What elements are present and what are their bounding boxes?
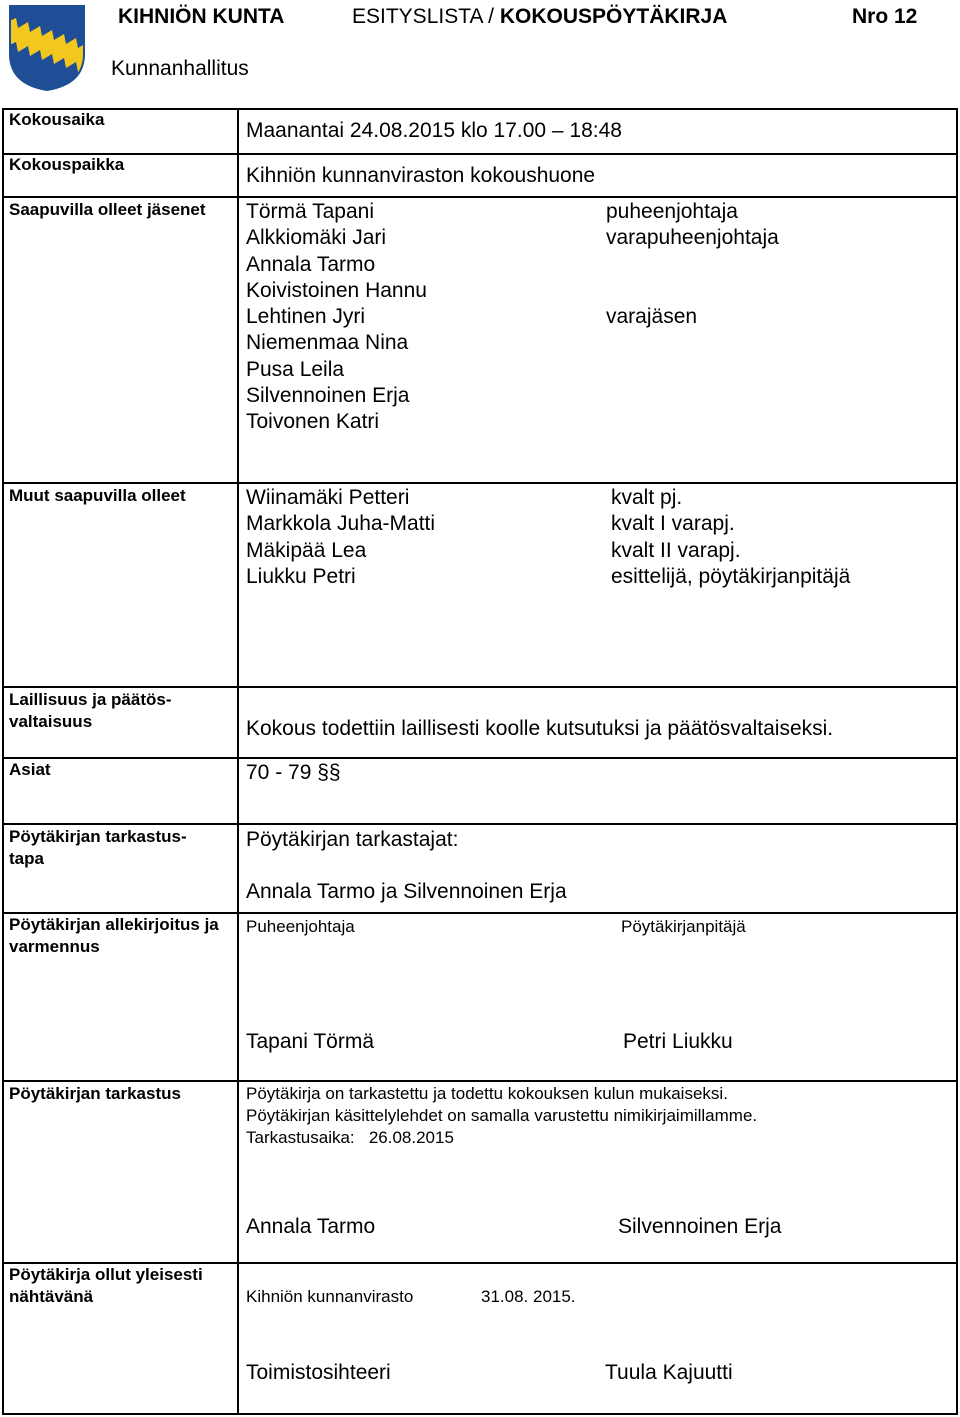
member-role	[606, 252, 779, 278]
items-value: 70 - 79 §§	[246, 761, 341, 784]
check-line: Pöytäkirja on tarkastettu ja todettu kokouksen kulun mukaiseksi.	[246, 1084, 728, 1103]
member-role: puheenjohtaja	[606, 200, 738, 223]
meeting-time-value: Maanantai 24.08.2015 klo 17.00 – 18:48	[246, 119, 622, 142]
other-name: Wiinamäki Petteri	[246, 486, 410, 509]
items-label: Asiat	[9, 760, 51, 779]
public-display-date: 31.08. 2015.	[481, 1287, 576, 1306]
signature-label: Pöytäkirjan allekirjoitus ja varmennus	[9, 915, 219, 956]
document-type-agenda: ESITYSLISTA /	[352, 5, 500, 28]
other-role: esittelijä, pöytäkirjanpitäjä	[611, 564, 851, 588]
others-roles-list	[611, 485, 850, 590]
other-name: Mäkipää Lea	[246, 538, 367, 562]
minutes-table-frame	[2, 108, 958, 1415]
member-role	[606, 278, 779, 304]
other-role: kvalt pj.	[611, 486, 683, 509]
legality-label: Laillisuus ja päätös- valtaisuus	[9, 690, 172, 731]
document-type-minutes: KOKOUSPÖYTÄKIRJA	[499, 5, 728, 28]
other-role: kvalt II varapj.	[611, 538, 741, 562]
document-number: Nro 12	[852, 5, 918, 28]
members-present-label: Saapuvilla olleet jäsenet	[9, 200, 206, 219]
member-name: Törmä Tapani	[246, 200, 375, 223]
secretary-title: Pöytäkirjanpitäjä	[621, 917, 746, 936]
row-divider	[2, 757, 958, 759]
row-divider	[2, 196, 958, 198]
row-divider	[2, 153, 958, 155]
member-name: Alkkiomäki Jari	[246, 226, 387, 250]
checker-2-name: Silvennoinen Erja	[618, 1215, 782, 1238]
column-divider	[237, 108, 239, 1415]
document-type	[352, 5, 727, 29]
check-label: Pöytäkirjan tarkastus	[9, 1084, 181, 1103]
row-divider	[2, 1080, 958, 1082]
public-display-place: Kihniön kunnanvirasto	[246, 1287, 414, 1306]
others-present-label: Muut saapuvilla olleet	[9, 486, 186, 505]
row-divider	[2, 482, 958, 484]
member-name: Koivistoinen Hannu	[246, 278, 427, 302]
other-name: Markkola Juha-Matti	[246, 512, 436, 536]
meeting-place-label: Kokouspaikka	[9, 155, 125, 174]
public-display-label: Pöytäkirja ollut yleisesti nähtävänä	[9, 1265, 203, 1306]
left-border	[2, 108, 4, 1415]
member-name: Silvennoinen Erja	[246, 384, 410, 408]
municipality-name: KIHNIÖN KUNTA	[118, 5, 285, 28]
check-method-label: Pöytäkirjan tarkastus- tapa	[9, 827, 187, 868]
public-signer-name: Tuula Kajuutti	[605, 1361, 733, 1384]
legality-value: Kokous todettiin laillisesti koolle kutsutuksi ja päätösvaltaiseksi.	[246, 717, 834, 740]
row-divider	[2, 823, 958, 825]
row-divider	[2, 686, 958, 688]
other-role: kvalt I varapj.	[611, 512, 735, 536]
members-list	[246, 199, 427, 436]
member-name: Annala Tarmo	[246, 252, 376, 276]
member-role: varajäsen	[606, 305, 698, 329]
others-list	[246, 485, 435, 590]
meeting-place-value: Kihniön kunnanviraston kokoushuone	[246, 164, 596, 187]
governing-body: Kunnanhallitus	[111, 57, 249, 80]
member-role: varapuheenjohtaja	[606, 226, 779, 250]
chair-name: Tapani Törmä	[246, 1030, 375, 1053]
check-method-line2: Annala Tarmo ja Silvennoinen Erja	[246, 880, 567, 903]
check-date: Tarkastusaika: 26.08.2015	[246, 1128, 454, 1147]
secretary-name: Petri Liukku	[623, 1030, 733, 1053]
checker-1-name: Annala Tarmo	[246, 1215, 376, 1238]
public-signer-title: Toimistosihteeri	[246, 1361, 391, 1384]
meeting-time-label: Kokousaika	[9, 110, 105, 129]
other-name: Liukku Petri	[246, 564, 356, 588]
right-border	[956, 108, 958, 1415]
member-name: Toivonen Katri	[246, 410, 380, 434]
check-method-line1: Pöytäkirjan tarkastajat:	[246, 828, 459, 851]
chair-title: Puheenjohtaja	[246, 917, 355, 936]
member-name: Lehtinen Jyri	[246, 305, 366, 329]
member-name: Niemenmaa Nina	[246, 331, 409, 355]
member-name: Pusa Leila	[246, 357, 345, 381]
municipality-coat-of-arms-logo	[8, 4, 86, 97]
check-text	[246, 1083, 757, 1149]
member-roles-list	[606, 199, 779, 330]
check-line: Pöytäkirjan käsittelylehdet on samalla varustettu nimikirjaimillamme.	[246, 1106, 758, 1125]
